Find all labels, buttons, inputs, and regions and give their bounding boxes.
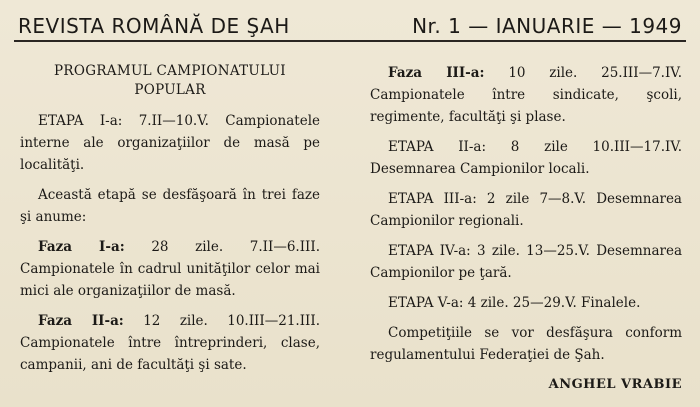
etapa-1-text: Campionatele interne ale organizaţiilor de masă pe localităţi. bbox=[20, 113, 320, 173]
faza-2-label: Faza II-a: bbox=[38, 313, 124, 329]
faza-1-label: Faza I-a: bbox=[38, 239, 125, 255]
etapa-2-text: 8 zile 10.III—17.IV. Desemnarea Campionilor locali. bbox=[370, 139, 682, 177]
magazine-title: REVISTA ROMÂNĂ DE ŞAH bbox=[18, 14, 290, 38]
paragraph-etapa-2 bbox=[370, 136, 682, 180]
author-signature: ANGHEL VRABIE bbox=[548, 377, 682, 392]
faza-1-text: 28 zile. 7.II—6.III. Campionatele în cadrul unităţilor celor mai mici ale organizaţiilor de masă. bbox=[20, 239, 320, 299]
etapa-4-label: ETAPA IV-a: bbox=[388, 243, 471, 259]
faza-2-text: 12 zile. 10.III—21.III. Campionatele între întreprinderi, clase, campanii, ani de facultăţi şi sate. bbox=[20, 313, 320, 373]
paragraph-faza-1 bbox=[20, 236, 320, 302]
paragraph-etapa-5 bbox=[370, 292, 682, 314]
paragraph-faza-3 bbox=[370, 62, 682, 128]
paragraph-faza-2 bbox=[20, 310, 320, 376]
paragraph-etapa-1 bbox=[20, 110, 320, 176]
page-header bbox=[14, 8, 686, 42]
heading-line-1: PROGRAMUL CAMPIONATULUI bbox=[54, 63, 286, 79]
issue-info: Nr. 1 — IANUARIE — 1949 bbox=[412, 14, 682, 38]
faza-3-label: Faza III-a: bbox=[388, 65, 485, 81]
right-column bbox=[370, 62, 682, 396]
paragraph-phases-intro: Această etapă se desfăşoară în trei faze şi anume: bbox=[20, 187, 320, 225]
etapa-5-text: 4 zile. 25—29.V. Finalele. bbox=[467, 295, 641, 311]
etapa-5-label: ETAPA V-a: bbox=[388, 295, 464, 311]
faza-3-text: 10 zile. 25.III—7.IV. Campionatele între sindicate, şcoli, regimente, facultăţi şi plase. bbox=[370, 65, 682, 125]
etapa-3-label: ETAPA III-a: bbox=[388, 191, 477, 207]
heading-line-2: POPULAR bbox=[134, 82, 206, 98]
etapa-3-text: 2 zile 7—8.V. Desemnarea Campionilor regionali. bbox=[370, 191, 682, 229]
paragraph-regulations: Competiţiile se vor desfăşura conform regulamentului Federaţiei de Şah. bbox=[370, 325, 682, 363]
left-column bbox=[20, 62, 320, 384]
etapa-4-text: 3 zile. 13—25.V. Desemnarea Campionilor pe ţară. bbox=[370, 243, 682, 281]
etapa-1-label: ETAPA I-a: 7.II—10.V. bbox=[38, 113, 209, 129]
paragraph-etapa-3 bbox=[370, 188, 682, 232]
paragraph-etapa-4 bbox=[370, 240, 682, 284]
article-heading bbox=[20, 62, 320, 100]
etapa-2-label: ETAPA II-a: bbox=[388, 139, 487, 155]
